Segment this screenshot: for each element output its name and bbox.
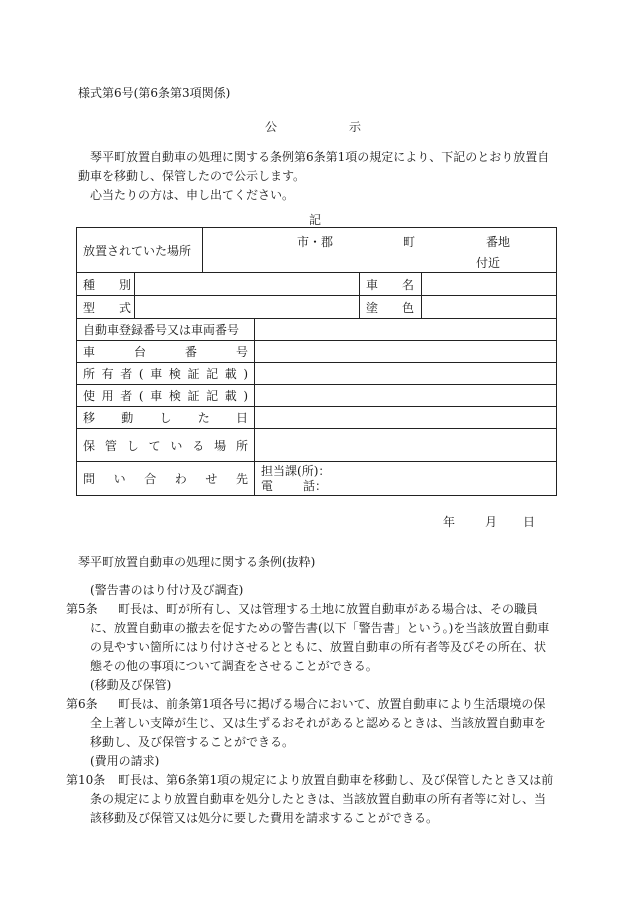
table-row-kind (77, 273, 557, 296)
article-10-text: 町長は、第6条第1項の規定により放置自動車を移動し、及び保管したとき又は前条の規定により放置自動車を処分したときは、当該放置自動車の所有者等に対し、当該移動及び保管又は処分に要した費用を請求することができる。 (90, 773, 554, 825)
table-row-storage (77, 429, 557, 462)
table-row-registration (77, 319, 557, 341)
table-row-user (77, 385, 557, 407)
contact-tel-line (261, 479, 550, 494)
location-fukin: 付近 (476, 256, 501, 270)
intro-paragraph-1: 琴平町放置自動車の処理に関する条例第6条第1項の規定により、下記のとおり放置自動車を移動し、保管したので公示します。 (78, 150, 550, 183)
contact-label: 問い合わせ先 (77, 462, 255, 496)
user-label: 使用者(車検証記載) (77, 385, 255, 407)
date-month: 月 (485, 515, 498, 529)
car-name-label: 車 名 (360, 273, 422, 296)
moved-date-value (255, 407, 557, 429)
caption-cost: (費用の請求) (90, 754, 160, 768)
storage-label: 保管している場所 (77, 429, 255, 462)
moved-date-label: 移動した日 (77, 407, 255, 429)
law-title: 琴平町放置自動車の処理に関する条例(抜粋) (78, 555, 316, 569)
owner-value (255, 363, 557, 385)
storage-value (255, 429, 557, 462)
article-5-number: 第5条 (66, 602, 98, 616)
title-char-1: 公 (265, 120, 278, 134)
location-label: 放置されていた場所 (77, 228, 203, 273)
contact-tel-colon: ： (315, 478, 328, 493)
intro-text (78, 148, 556, 205)
location-banchi: 番地 (486, 235, 511, 249)
table-row-location (77, 228, 557, 273)
article-6-number: 第6条 (66, 697, 98, 711)
intro-paragraph-2: 心当たりの方は、申し出てください。 (90, 188, 295, 202)
car-name-value (422, 273, 557, 296)
owner-label: 所有者(車検証記載) (77, 363, 255, 385)
paint-label: 塗 色 (360, 296, 422, 319)
vehicle-info-table (76, 227, 557, 496)
contact-dept: 担当課(所)： (261, 463, 331, 478)
ki-heading: 記 (309, 213, 322, 227)
article-6 (66, 695, 556, 752)
title-char-2: 示 (349, 120, 362, 134)
article-5 (66, 600, 556, 676)
table-row-model (77, 296, 557, 319)
date-year: 年 (443, 515, 456, 529)
location-value (203, 228, 557, 273)
article-5-text: 町長は、町が所有し、又は管理する土地に放置自動車がある場合は、その職員に、放置自動車の撤去を促すための警告書(以下「警告書」という。)を当該放置自動車の見やすい箇所にはり付けさせるとともに、放置自動車の所有者等及びその所在、状態その他の事項について調査をさせることができる。 (90, 602, 550, 673)
article-6-text: 町長は、前条第1項各号に掲げる場合において、放置自動車により生活環境の保全上著しい支障が生じ、又は生ずるおそれがあると認めるときは、当該放置自動車を移動し、及び保管することができる。 (90, 697, 547, 749)
model-value (135, 296, 360, 319)
model-label: 型 式 (77, 296, 135, 319)
registration-value (255, 319, 557, 341)
contact-value (255, 462, 557, 496)
table-row-owner (77, 363, 557, 385)
table-row-chassis (77, 341, 557, 363)
table-row-contact (77, 462, 557, 496)
paint-value (422, 296, 557, 319)
date-line (443, 513, 535, 530)
law-excerpt (66, 581, 556, 828)
kind-label: 種 別 (77, 273, 135, 296)
article-10 (66, 771, 556, 828)
registration-label: 自動車登録番号又は車両番号 (77, 319, 255, 341)
location-town: 町 (403, 235, 416, 249)
kind-value (135, 273, 360, 296)
caption-move: (移動及び保管) (90, 678, 172, 692)
contact-tel: 電話 (261, 478, 316, 493)
date-day: 日 (523, 515, 536, 529)
chassis-label: 車台番号 (77, 341, 255, 363)
chassis-value (255, 341, 557, 363)
page-title (265, 118, 361, 135)
table-row-moved-date (77, 407, 557, 429)
user-value (255, 385, 557, 407)
article-10-number: 第10条 (66, 773, 106, 787)
caption-warning: (警告書のはり付け及び調査) (90, 583, 244, 597)
location-city: 市・郡 (297, 235, 334, 249)
form-number: 様式第6号(第6条第3項関係) (78, 86, 231, 100)
